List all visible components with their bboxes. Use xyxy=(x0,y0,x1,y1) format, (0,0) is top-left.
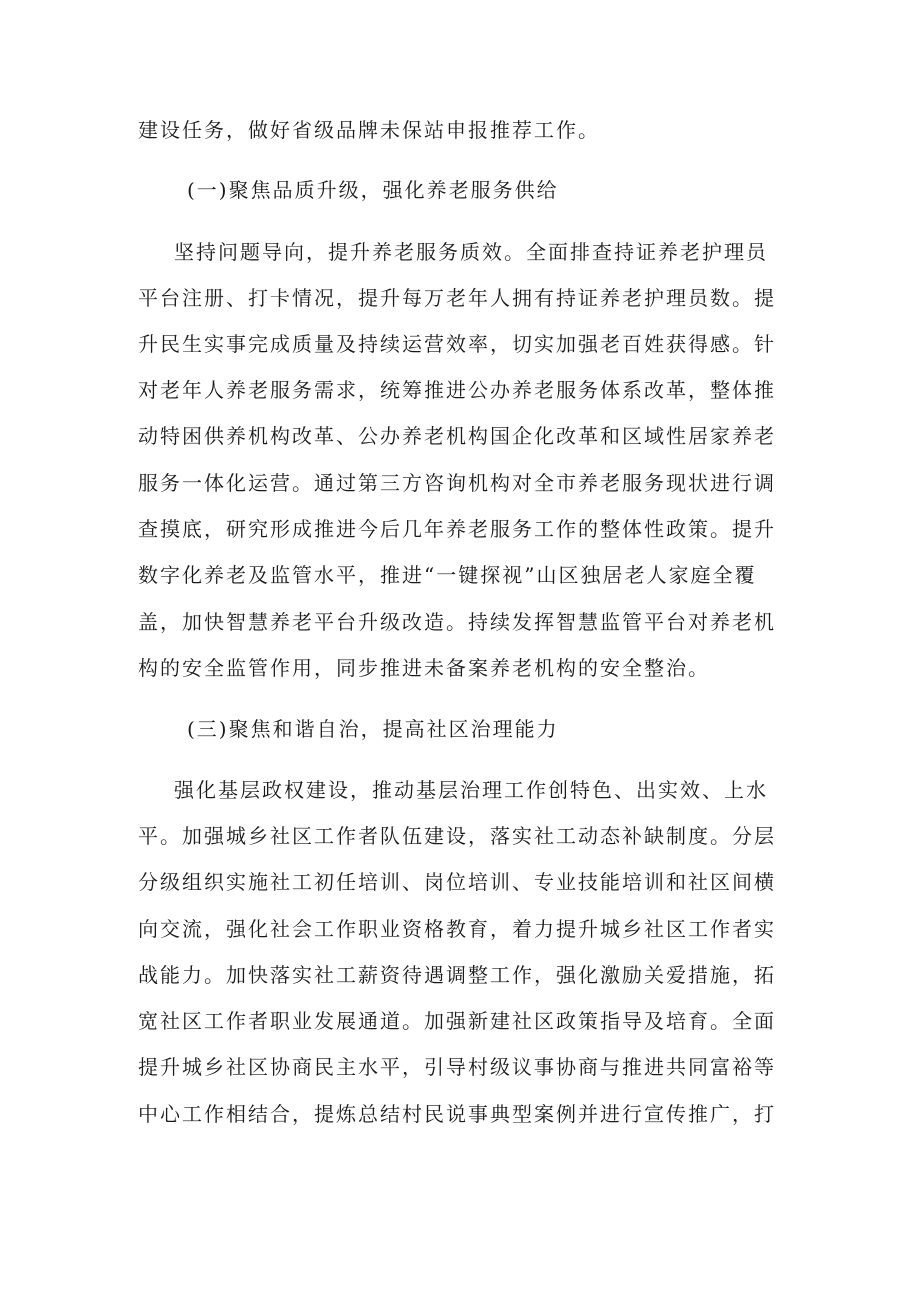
text-line: 提升城乡社区协商民主水平，引导村级议事协商与推进共同富裕等 xyxy=(138,1055,776,1079)
text-line: 动特困供养机构改革、公办养老机构国企化改革和区域性居家养老 xyxy=(138,424,776,448)
text-line: 分级组织实施社工初任培训、岗位培训、专业技能培训和社区间横 xyxy=(138,870,776,894)
text-line: 向交流，强化社会工作职业资格教育，着力提升城乡社区工作者实 xyxy=(138,917,776,941)
text-line: 宽社区工作者职业发展通道。加强新建社区政策指导及培育。全面 xyxy=(138,1009,776,1033)
text-line: 战能力。加快落实社工薪资待遇调整工作，强化激励关爱措施，拓 xyxy=(138,963,776,987)
section-heading: (一)聚焦品质升级，强化养老服务供给 xyxy=(187,178,559,202)
text-line: 升民生实事完成质量及持续运营效率，切实加强老百姓获得感。针 xyxy=(138,332,776,356)
text-line: 中心工作相结合，提炼总结村民说事典型案例并进行宣传推广，打 xyxy=(138,1102,776,1126)
text-line: 平台注册、打卡情况，提升每万老年人拥有持证养老护理员数。提 xyxy=(138,286,776,310)
text-line: 平。加强城乡社区工作者队伍建设，落实社工动态补缺制度。分层 xyxy=(138,824,776,848)
text-line: 构的安全监管作用，同步推进未备案养老机构的安全整治。 xyxy=(138,656,710,680)
text-line: 坚持问题导向，提升养老服务质效。全面排查持证养老护理员 xyxy=(174,240,768,264)
text-line: 数字化养老及监管水平，推进“一键探视”山区独居老人家庭全覆 xyxy=(138,563,757,587)
text-line: 强化基层政权建设，推动基层治理工作创特色、出实效、上水 xyxy=(174,778,768,802)
section-heading: (三)聚焦和谐自治，提高社区治理能力 xyxy=(187,717,559,741)
text-line: 建设任务，做好省级品牌未保站申报推荐工作。 xyxy=(138,118,600,142)
text-line: 服务一体化运营。通过第三方咨询机构对全市养老服务现状进行调 xyxy=(138,471,776,495)
text-line: 盖，加快智慧养老平台升级改造。持续发挥智慧监管平台对养老机 xyxy=(138,610,776,634)
text-line: 对老年人养老服务需求，统筹推进公办养老服务体系改革，整体推 xyxy=(138,378,776,402)
text-line: 查摸底，研究形成推进今后几年养老服务工作的整体性政策。提升 xyxy=(138,517,776,541)
